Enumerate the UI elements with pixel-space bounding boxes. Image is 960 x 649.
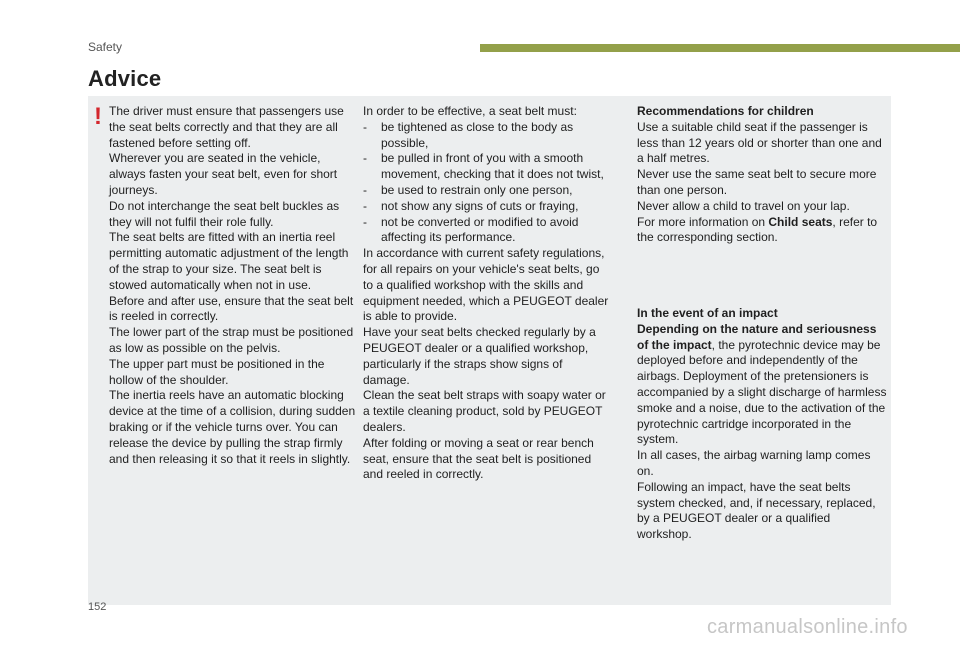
section-accent-bar [480,44,960,52]
column-children [637,104,887,246]
text-line: Before and after use, ensure that the seat belt is reeled in correctly. [109,293,354,324]
impact-body: , the pyrotechnic device may be deployed before and independently of the airbags. Deployment of the pretensioners is accompanied by a slight discharge of harmless smoke and a noise, due to the activation of the pyrotechnic cartridge incorporated in the system. [637,337,887,447]
list-item: - be used to restrain only one person, [363,183,611,199]
text-line: After folding or moving a seat or rear bench seat, ensure that the seat belt is positioned and reeled in correctly. [363,435,594,482]
text-line: Do not interchange the seat belt buckles as they will not fulfil their role fully. [109,198,340,229]
text-line: Clean the seat belt straps with soapy water or a textile cleaning product, sold by PEUGEOT dealers. [363,388,606,434]
list-intro: In order to be effective, a seat belt must: [363,104,577,118]
more-info-line [637,215,887,247]
column-impact [637,306,887,543]
text-line: Following an impact, have the seat belts system checked, and, if necessary, replaced, by a PEUGEOT dealer or a qualified workshop. [637,479,876,542]
children-heading: Recommendations for children [637,104,814,118]
watermark: carmanualsonline.info [707,616,908,638]
text-line: In accordance with current safety regulations, for all repairs on your vehicle's seat belts, go to a qualified workshop with the skills and equipment needed, which a PEUGEOT dealer is able to provide. [363,246,609,324]
list-item: - not be converted or modified to avoid affecting its performance. [363,215,611,247]
impact-lead: Depending on the nature and seriousness of the impact [637,321,877,352]
page-number: 152 [88,601,107,613]
list-item: - not show any signs of cuts or fraying, [363,199,611,215]
list-item: - be pulled in front of you with a smooth movement, checking that it does not twist, [363,151,611,183]
text-line: Wherever you are seated in the vehicle, always fasten your seat belt, even for short journeys. [109,151,338,197]
text-line: The lower part of the strap must be positioned as low as possible on the pelvis. [109,325,354,355]
requirements-list [363,120,611,246]
child-seats-reference: Child seats [768,214,833,229]
text-line: Have your seat belts checked regularly by a PEUGEOT dealer or a qualified workshop, particularly if the straps show signs of damage. [363,325,596,387]
more-info-suffix: , refer to the corresponding section. [637,214,878,245]
impact-heading: In the event of an impact [637,306,778,320]
text-line: In all cases, the airbag warning lamp comes on. [637,448,871,478]
text-line: The inertia reels have an automatic blocking device at the time of a collision, during sudden braking or if the vehicle turns over. You can release the device by pulling the strap firmly and then releasing it so that it reels in slightly. [109,388,356,466]
exclamation-icon: ! [94,103,102,130]
section-label: Safety [88,40,123,54]
list-item: - be tightened as close to the body as possible, [363,120,611,152]
text-line: The upper part must be positioned in the hollow of the shoulder. [109,356,325,387]
text-line: Never use the same seat belt to secure more than one person. [637,167,877,197]
column-seat-belt-requirements [363,104,611,483]
page-title: Advice [88,66,162,91]
text-line: Never allow a child to travel on your lap. [637,198,850,213]
impact-paragraph [637,322,887,448]
column-driver-advice [109,104,357,467]
text-line: The seat belts are fitted with an inertia reel permitting automatic adjustment of the length of the strap to your size. The seat belt is stowed automatically when not in use. [109,230,349,292]
more-info-prefix: For more information on [637,214,769,229]
text-line: The driver must ensure that passengers use the seat belts correctly and that they are all fastened before setting off. [109,104,344,150]
text-line: Use a suitable child seat if the passenger is less than 12 years old or shorter than one and a half metres. [637,119,882,166]
